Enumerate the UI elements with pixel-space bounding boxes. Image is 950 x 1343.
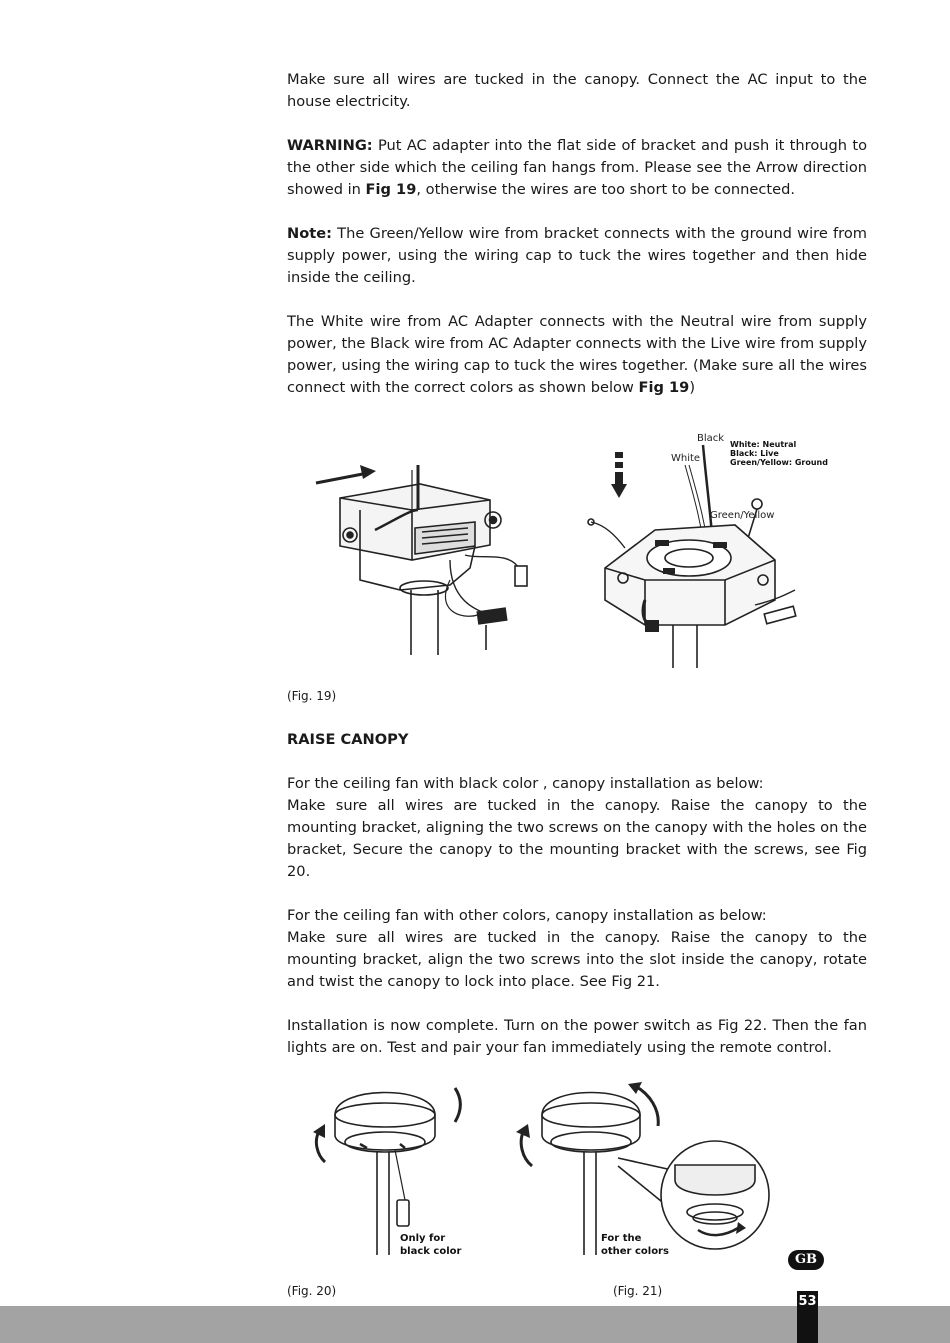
warning-text-1: Put AC adapter into the flat side of bracket and push it through to the other side which the ceiling fan hangs from. Please see the Arrow direction showed in — [287, 137, 867, 198]
note-label: Note: — [287, 225, 332, 242]
fig21-drawing — [510, 1080, 790, 1260]
other-canopy-paragraph — [287, 905, 867, 993]
warning-label: WARNING: — [287, 137, 373, 154]
wires-fig-ref: Fig 19 — [638, 379, 690, 396]
fig20-drawing — [305, 1080, 485, 1260]
warning-text-2: , otherwise the wires are too short to be connected. — [416, 181, 796, 198]
fig19-left-drawing — [300, 450, 550, 660]
fig19-legend-live: Black: Live — [730, 449, 779, 458]
fig19-label-white: White — [671, 453, 701, 464]
fig19-legend-ground: Green/Yellow: Ground — [730, 458, 828, 467]
fig19-label-green-yellow: Green/Yellow — [710, 510, 775, 521]
wires-paragraph — [287, 311, 867, 399]
warning-paragraph — [287, 135, 867, 201]
fig19-legend-neutral: White: Neutral — [730, 440, 797, 449]
wires-text: The White wire from AC Adapter connects with the Neutral wire from supply power, the Black wire from AC Adapter connects with the Live wire from supply power, using the wiring cap to tuck the wires together. (Make sure all the wires connect with the correct colors as shown below — [287, 313, 867, 396]
fig21-label-line2: other colors — [601, 1246, 669, 1257]
page-number: 53 — [797, 1291, 818, 1343]
installation-complete-paragraph: Installation is now complete. Turn on the power switch as Fig 22. Then the fan lights are on. Test and pair your fan immediately using the remote control. — [287, 1017, 867, 1056]
region-badge: GB — [788, 1250, 824, 1270]
intro-text — [287, 69, 867, 421]
intro-paragraph: Make sure all wires are tucked in the canopy. Connect the AC input to the house electricity. — [287, 71, 867, 110]
note-paragraph — [287, 223, 867, 289]
fig20-label-line2: black color — [400, 1246, 462, 1257]
fig19-label-black: Black — [697, 433, 725, 444]
fig21-label-line1: For the — [601, 1233, 642, 1244]
warning-fig-ref: Fig 19 — [365, 181, 417, 198]
black-canopy-intro: For the ceiling fan with black color , canopy installation as below: — [287, 775, 764, 792]
fig20-label-line1: Only for — [400, 1233, 446, 1244]
note-text: The Green/Yellow wire from bracket connects with the ground wire from supply power, using the wiring cap to tuck the wires together and then hide inside the ceiling. — [287, 225, 867, 286]
fig19-right-drawing — [585, 430, 845, 670]
fig20-caption: (Fig. 20) — [287, 1284, 337, 1298]
raise-canopy-heading: RAISE CANOPY — [287, 731, 409, 748]
black-canopy-steps: Make sure all wires are tucked in the canopy. Raise the canopy to the mounting bracket, aligning the two screws on the canopy with the holes on the bracket, Secure the canopy to the mounting bracket with the screws, see Fig 20. — [287, 797, 867, 880]
fig19-caption: (Fig. 19) — [287, 689, 337, 703]
other-canopy-steps: Make sure all wires are tucked in the canopy. Raise the canopy to the mounting bracket, align the two screws into the slot inside the canopy, rotate and twist the canopy to lock into place. See Fig 21. — [287, 929, 867, 990]
black-canopy-paragraph — [287, 773, 867, 883]
other-canopy-intro: For the ceiling fan with other colors, canopy installation as below: — [287, 907, 767, 924]
raise-canopy-section — [287, 729, 867, 1081]
wires-end: ) — [689, 379, 696, 396]
fig21-caption: (Fig. 21) — [613, 1284, 663, 1298]
